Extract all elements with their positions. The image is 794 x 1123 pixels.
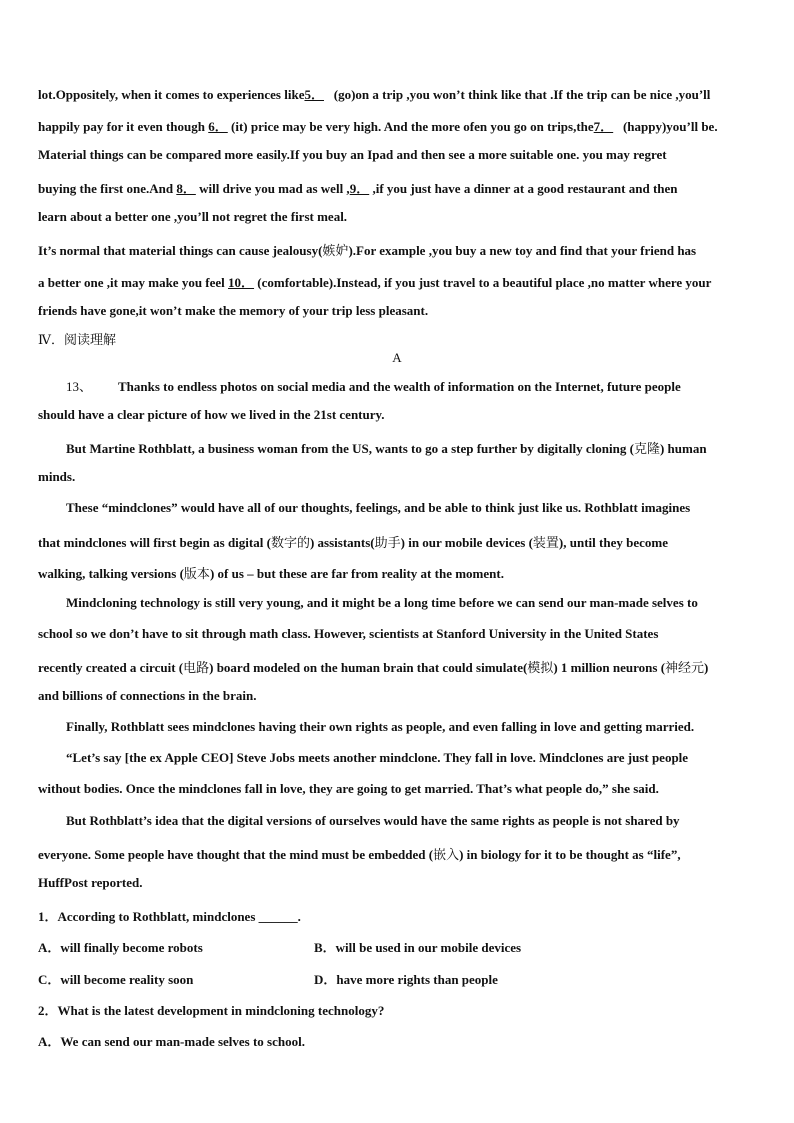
option-a[interactable]: A．We can send our man-made selves to school. — [38, 1034, 305, 1049]
text-line — [38, 240, 696, 259]
option-b[interactable]: B．will be used in our mobile devices — [314, 940, 522, 955]
text-line — [38, 563, 504, 582]
text-line: Mindcloning technology is still very young, and it might be a long time before we can send our man-made selves to — [66, 595, 698, 610]
text-line: and billions of connections in the brain. — [38, 688, 257, 703]
text-segment: ) in our mobile devices ( — [400, 535, 533, 550]
text-segment: ) human — [659, 441, 707, 456]
option-row — [38, 969, 738, 988]
blank-9: 9． — [349, 181, 370, 196]
text-segment: will drive you mad as well , — [195, 181, 350, 196]
text-segment: recently created a circuit ( — [38, 660, 184, 675]
text-segment: (happy)you’ll be. — [622, 119, 718, 134]
text-segment: But Martine Rothblatt, a business woman from the US, wants to go a step further by digitally cloning ( — [66, 441, 634, 456]
question-stem: 1．According to Rothblatt, mindclones ______. — [38, 909, 301, 924]
option-row — [38, 937, 738, 956]
blank-6: 6． — [208, 119, 228, 134]
blank-10: 10． — [228, 275, 255, 290]
text-segment: (go)on a trip ,you won’t think like that .If the trip can be nice ,you’ll — [333, 87, 711, 102]
text-line: Material things can be compared more easily.If you buy an Ipad and then see a more suitable one. you may regret — [38, 147, 667, 162]
text-segment: buying the first one.And — [38, 181, 177, 196]
text-segment: (comfortable).Instead, if you just travel to a beautiful place ,no matter where your — [254, 275, 712, 290]
gloss-chinese: 装置 — [532, 535, 559, 550]
text-segment: (it) price may be very high. And the more ofen you go on trips,the — [227, 119, 594, 134]
blank-5: 5． — [304, 87, 324, 102]
text-segment: everyone. Some people have thought that the mind must be embedded ( — [38, 847, 434, 862]
text-line: minds. — [38, 469, 76, 484]
gloss-chinese: 数字的 — [270, 535, 310, 550]
text-segment: ) assistants( — [309, 535, 375, 550]
gloss-chinese: 嫉妒 — [322, 243, 349, 258]
text-segment: ) 1 million neurons ( — [553, 660, 666, 675]
text-segment: ) in biology for it to be thought as “life”, — [459, 847, 681, 862]
text-line: school so we don’t have to sit through math class. However, scientists at Stanford University in the United States — [38, 626, 659, 641]
text-line: “Let’s say [the ex Apple CEO] Steve Jobs meets another mindclone. They fall in love. Mindclones are just people — [66, 750, 689, 765]
text-segment: ), until they become — [558, 535, 668, 550]
question-stem: 2．What is the latest development in mindcloning technology? — [38, 1003, 385, 1018]
text-line — [38, 844, 681, 863]
text-segment: happily pay for it even though — [38, 119, 209, 134]
text-line: friends have gone,it won’t make the memory of your trip less pleasant. — [38, 303, 429, 318]
passage-label: A — [392, 350, 402, 365]
blank-7: 7． — [593, 119, 614, 134]
text-segment: ) board modeled on the human brain that could simulate( — [209, 660, 528, 675]
gloss-chinese: 嵌入 — [433, 847, 460, 862]
text-line: should have a clear picture of how we lived in the 21st century. — [38, 407, 385, 422]
text-line: learn about a better one ,you’ll not regret the first meal. — [38, 209, 348, 224]
text-line — [38, 272, 711, 291]
text-segment: a better one ,it may make you feel — [38, 275, 229, 290]
text-line — [38, 84, 710, 103]
text-line — [38, 116, 718, 135]
option-a[interactable]: A．will finally become robots — [38, 940, 203, 955]
text-line: without bodies. Once the mindclones fall in love, they are going to get married. That’s what people do,” she said. — [38, 781, 659, 796]
text-line — [38, 657, 708, 676]
gloss-chinese: 助手 — [374, 535, 401, 550]
gloss-chinese: 电路 — [183, 660, 210, 675]
text-line — [38, 532, 668, 551]
blank-8: 8． — [176, 181, 196, 196]
option-d[interactable]: D．have more rights than people — [314, 972, 498, 987]
text-line — [66, 376, 681, 395]
text-segment: ) of us – but these are far from reality at the moment. — [209, 566, 504, 581]
text-segment: It’s normal that material things can cause jealousy( — [38, 243, 323, 258]
option-c[interactable]: C．will become reality soon — [38, 972, 194, 987]
text-segment: lot.Oppositely, when it comes to experiences like — [38, 87, 305, 102]
text-line: HuffPost reported. — [38, 875, 143, 890]
text-segment: that mindclones will first begin as digital ( — [38, 535, 271, 550]
text-segment: ,if you just have a dinner at a good restaurant and then — [369, 181, 678, 196]
question-number: 13、 — [66, 379, 93, 394]
text-segment: walking, talking versions ( — [38, 566, 184, 581]
text-line — [66, 438, 707, 457]
text-line: But Rothblatt’s idea that the digital versions of ourselves would have the same rights as people is not shared by — [66, 813, 680, 828]
text-line: Finally, Rothblatt sees mindclones having their own rights as people, and even falling in love and getting married. — [66, 719, 695, 734]
text-segment: ) — [704, 660, 709, 675]
text-line: These “mindclones” would have all of our thoughts, feelings, and be able to think just like us. Rothblatt imagines — [66, 500, 691, 515]
text-segment: ).For example ,you buy a new toy and find that your friend has — [348, 243, 697, 258]
gloss-chinese: 克隆 — [633, 441, 660, 456]
section-heading: Ⅳ．阅读理解 — [38, 332, 116, 347]
gloss-chinese: 模拟 — [527, 660, 554, 675]
gloss-chinese: 神经元 — [665, 660, 705, 675]
gloss-chinese: 版本 — [183, 566, 210, 581]
text-line — [38, 178, 678, 197]
text-segment: Thanks to endless photos on social media and the wealth of information on the Internet, future people — [118, 379, 681, 394]
